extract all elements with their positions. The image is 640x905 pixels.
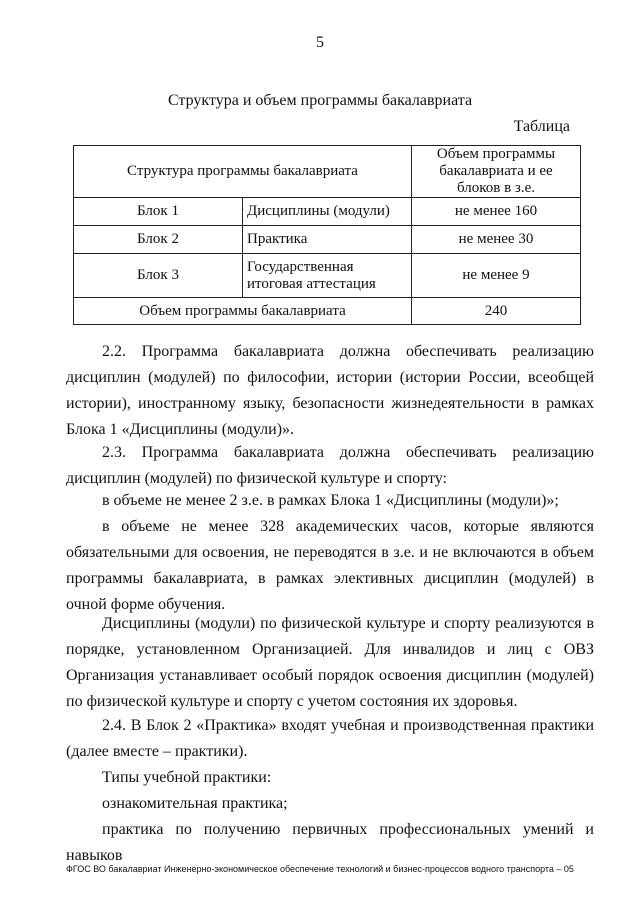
program-structure-table	[73, 145, 581, 325]
block-value-cell: не менее 160	[412, 198, 581, 226]
paragraph-pe-disciplines: Дисциплины (модули) по физической культуре и спорту реализуются в порядке, установленном Организацией. Для инвалидов и лиц с ОВЗ Организация устанавливает особый порядок освоения дисциплин (модулей) по физической культуре и спорту с учетом состояния их здоровья.	[66, 615, 594, 710]
table-row	[74, 226, 581, 254]
paragraph-2-4: 2.4. В Блок 2 «Практика» входят учебная и производственная практики (далее вместе – практики).	[66, 717, 594, 760]
block-name-cell: Дисциплины (модули)	[243, 198, 412, 226]
table-caption: Таблица	[513, 118, 570, 135]
table-row	[74, 198, 581, 226]
block-cell: Блок 3	[74, 254, 243, 298]
page-footer: ФГОС ВО бакалавриат Инженерно-экономическое обеспечение технологий и бизнес-процессов водного транспорта – 05	[66, 864, 574, 874]
table-header-row	[74, 146, 581, 198]
total-label-cell: Объем программы бакалавриата	[74, 298, 412, 325]
header-volume: Объем программы бакалавриата и ее блоков в з.е.	[412, 146, 581, 198]
paragraph-practice-types: Типы учебной практики:	[102, 769, 272, 786]
page-number: 5	[316, 34, 324, 51]
paragraph-328-hours: в объеме не менее 328 академических часов, которые являются обязательными для освоения, не переводятся в з.е. и не включаются в объем программы бакалавриата, в рамках элективных дисциплин (модулей) в очной форме обучения.	[66, 518, 594, 613]
block-name-cell: Практика	[243, 226, 412, 254]
table-row	[74, 254, 581, 298]
total-value-cell: 240	[412, 298, 581, 325]
block-value-cell: не менее 30	[412, 226, 581, 254]
block-cell: Блок 2	[74, 226, 243, 254]
block-value-cell: не менее 9	[412, 254, 581, 298]
paragraph-min-2-ze: в объеме не менее 2 з.е. в рамках Блока 1 «Дисциплины (модули)»;	[102, 492, 559, 509]
paragraph-2-2: 2.2. Программа бакалавриата должна обеспечивать реализацию дисциплин (модулей) по философии, истории (истории России, всеобщей истории), иностранному языку, безопасности жизнедеятельности в рамках Блока 1 «Дисциплины (модули)».	[66, 343, 594, 438]
document-title: Структура и объем программы бакалавриата	[167, 92, 473, 109]
table-total-row	[74, 298, 581, 325]
header-structure: Структура программы бакалавриата	[74, 146, 412, 198]
block-name-cell: Государственная итоговая аттестация	[243, 254, 412, 298]
paragraph-2-3: 2.3. Программа бакалавриата должна обеспечивать реализацию дисциплин (модулей) по физической культуре и спорту:	[66, 444, 594, 487]
block-cell: Блок 1	[74, 198, 243, 226]
paragraph-primary-skills: практика по получению первичных профессиональных умений и навыков	[66, 821, 594, 864]
paragraph-intro-practice: ознакомительная практика;	[102, 795, 288, 812]
